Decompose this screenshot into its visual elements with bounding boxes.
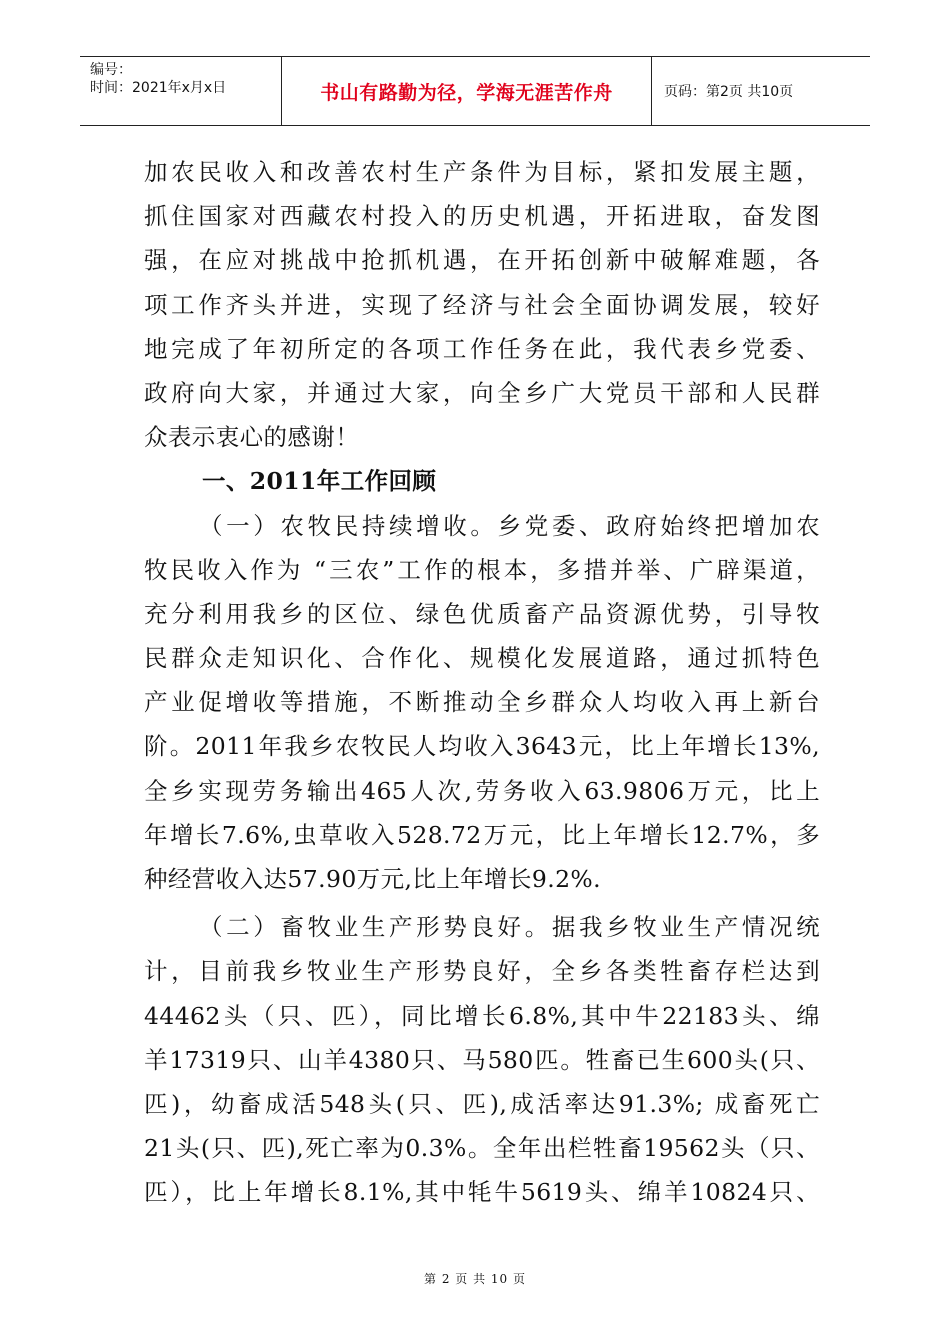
text-line: （二）畜牧业生产形势良好。据我乡牧业生产情况统 bbox=[199, 913, 820, 942]
document-body bbox=[144, 150, 820, 1215]
text-line: 年增长7.6%,虫草收入528.72万元，比上年增长12.7%，多 bbox=[144, 820, 820, 849]
text-line: 匹），比上年增长8.1%,其中牦牛5619头、绵羊10824只、 bbox=[144, 1178, 820, 1207]
text-line: 阶。2011年我乡农牧民人均收入3643元，比上年增长13%, bbox=[144, 732, 820, 761]
text-line: 产业促增收等措施，不断推动全乡群众人均收入再上新台 bbox=[144, 688, 820, 717]
text-line: 民群众走知识化、合作化、规模化发展道路，通过抓特色 bbox=[144, 644, 820, 673]
text-line: 匹)，幼畜成活548头(只、匹),成活率达91.3%; 成畜死亡 bbox=[144, 1089, 820, 1118]
text-line: 种经营收入达57.90万元,比上年增长9.2%. bbox=[144, 865, 602, 893]
document-number-label: 编号： bbox=[90, 62, 132, 78]
header-page-cell bbox=[652, 57, 870, 125]
text-line: 政府向大家，并通过大家，向全乡广大党员干部和人民群 bbox=[144, 378, 820, 407]
text-line: 全乡实现劳务输出465人次,劳务收入63.9806万元，比上 bbox=[144, 776, 820, 805]
section-heading: 一、2011年工作回顾 bbox=[202, 467, 437, 496]
document-date-label: 时间：2021年x月x日 bbox=[90, 80, 227, 96]
text-line: 加农民收入和改善农村生产条件为目标，紧扣发展主题， bbox=[144, 158, 820, 186]
text-line: 地完成了年初所定的各项工作任务在此，我代表乡党委、 bbox=[144, 334, 820, 363]
text-line: 强，在应对挑战中抢抓机遇，在开拓创新中破解难题，各 bbox=[144, 246, 820, 275]
page-footer: 第 2 页 共 10 页 bbox=[424, 1272, 526, 1286]
text-line: 44462头（只、匹），同比增长6.8%,其中牛22183头、绵 bbox=[144, 1001, 820, 1030]
header-motto-cell bbox=[282, 57, 652, 125]
text-line: 抓住国家对西藏农村投入的历史机遇，开拓进取，奋发图 bbox=[144, 202, 820, 231]
header-motto: 书山有路勤为径，学海无涯苦作舟 bbox=[320, 81, 613, 104]
text-line: （一）农牧民持续增收。乡党委、政府始终把增加农 bbox=[199, 511, 820, 540]
text-line: 21头(只、匹),死亡率为0.3%。全年出栏牲畜19562头（只、 bbox=[144, 1134, 820, 1163]
header-page-number: 页码：第2页 共10页 bbox=[664, 84, 794, 100]
text-line: 牧民收入作为 “三农”工作的根本，多措并举、广辟渠道， bbox=[144, 555, 820, 584]
text-line: 充分利用我乡的区位、绿色优质畜产品资源优势，引导牧 bbox=[144, 599, 820, 628]
text-line: 项工作齐头并进，实现了经济与社会全面协调发展，较好 bbox=[144, 290, 820, 319]
page-header bbox=[80, 56, 870, 126]
text-line: 众表示衷心的感谢！ bbox=[144, 423, 360, 452]
text-line: 羊17319只、山羊4380只、马580匹。牲畜已生600头(只、 bbox=[144, 1045, 820, 1074]
text-line: 计，目前我乡牧业生产形势良好，全乡各类牲畜存栏达到 bbox=[144, 957, 820, 986]
header-meta bbox=[80, 57, 282, 125]
